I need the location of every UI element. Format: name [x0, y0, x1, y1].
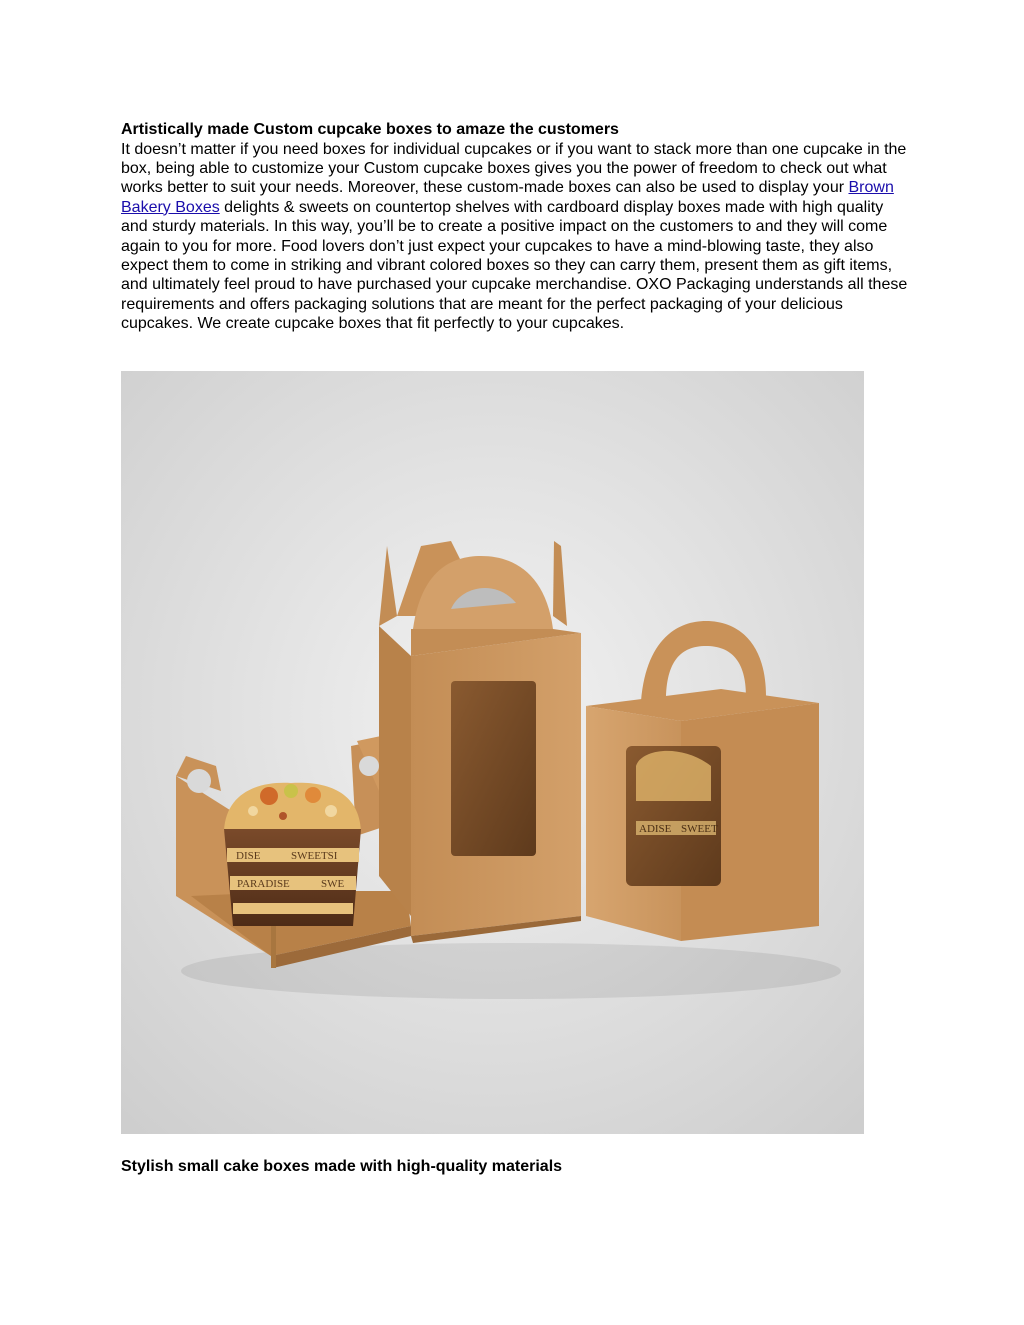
wrapper-text-2: SWEETSI	[291, 850, 338, 862]
wrapper-text-3: PARADISE	[237, 878, 290, 890]
section-subheading: Stylish small cake boxes made with high-quality materials	[121, 1158, 563, 1175]
paragraph-text-end: delights & sweets on countertop shelves with cardboard display boxes made with high quality and sturdy materials. In this way, you’ll be to create a positive impact on the customers to and they will come again to you for more. Food lovers don’t just expect your cupcakes to have a mind-blowing taste, they also expect them to come in striking and vibrant colored boxes so they can carry them, present them as gift items, and ultimately feel proud to have purchased your cupcake merchandise. OXO Packaging understands all these requirements and offers packaging solutions that are meant for the perfect packaging of your delicious cupcakes. We create cupcake boxes that fit perfectly to your cupcakes.	[121, 198, 908, 333]
wrapper-text-5: ADISE	[639, 823, 672, 835]
paragraph-text-start: It doesn’t matter if you need boxes for individual cupcakes or if you want to stack more than one cupcake in the box, being able to customize your Custom cupcake boxes gives you the power of freedom to check out what works better to suit your needs. Moreover, these custom-made boxes can also be used to display your	[121, 140, 907, 197]
wrapper-text-6: SWEET	[681, 823, 718, 835]
cupcake-boxes-illustration	[121, 371, 864, 1134]
cupcake-boxes-photo	[121, 371, 864, 1134]
article-paragraph	[121, 140, 911, 334]
wrapper-text-4: SWE	[321, 878, 345, 890]
article-heading: Artistically made Custom cupcake boxes to amaze the customers	[121, 121, 619, 138]
brown-bakery-boxes-link[interactable]: Brown Bakery Boxes	[121, 179, 894, 216]
cupcake-open	[224, 783, 361, 926]
article-body	[121, 120, 911, 334]
wrapper-text-1: DISE	[236, 850, 261, 862]
